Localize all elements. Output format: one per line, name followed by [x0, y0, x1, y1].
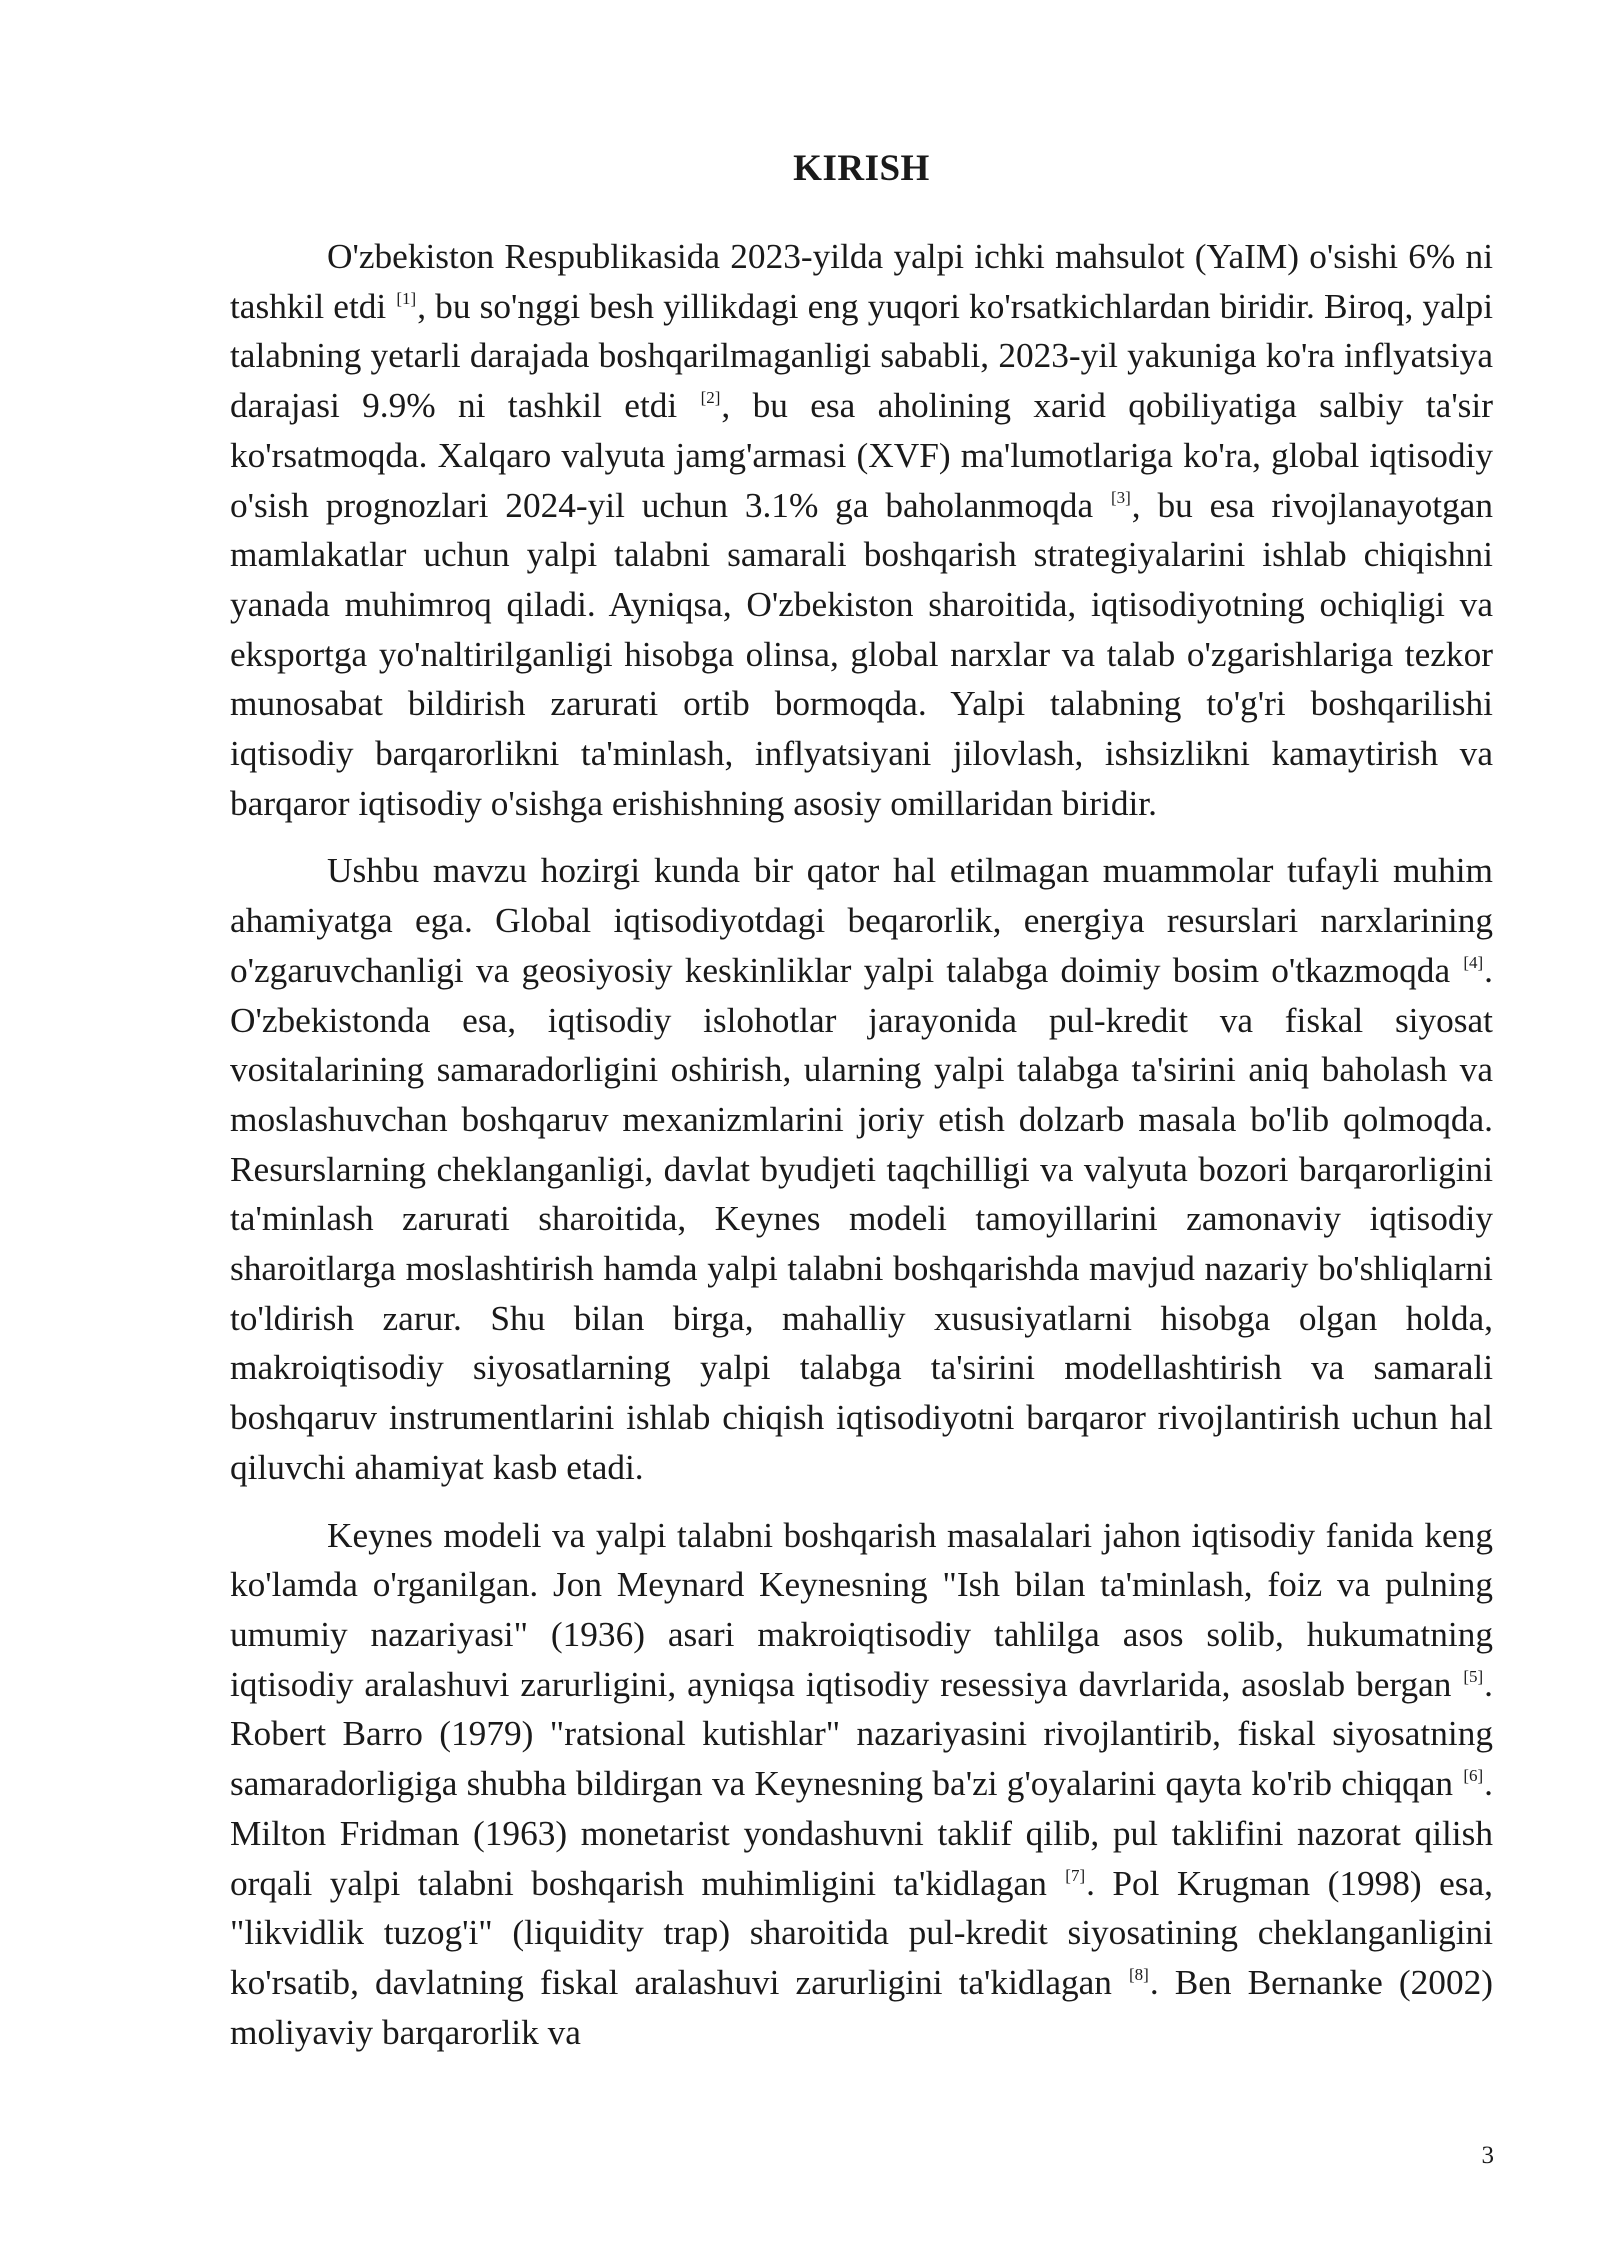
- citation-ref-3: [3]: [1110, 487, 1131, 507]
- document-body: [230, 232, 1493, 2075]
- citation-ref-8: [8]: [1129, 1964, 1149, 1984]
- paragraph-text: , bu esa aholining xarid qobiliyatiga salbiy ta'sir ko'rsatmoqda. Xalqaro valyuta jamg'armasi (XVF) ma'lumotlariga ko'ra, global iqtisodiy o'sish prognozlari 2024-yil uchun 3.1% ga baholanmoqda: [230, 386, 1493, 525]
- citation-ref-4: [4]: [1463, 952, 1484, 972]
- paragraph-text: . O'zbekistonda esa, iqtisodiy islohotlar jarayonida pul-kredit va fiskal siyosat vositalarining samaradorligini oshirish, ularning yalpi talabga ta'sirini aniq baholash va moslashuvchan boshqaruv mexanizmlarini joriy etish dolzarb masala bo'lib qolmoqda. Resurslarning cheklanganligi, davlat byudjeti taqchilligi va valyuta bozori barqarorligini ta'minlash zarurati sharoitida, Keynes modeli tamoyillarini zamonaviy iqtisodiy sharoitlarga moslashtirish hamda yalpi talabni boshqarishda mavjud nazariy bo'shliqlarni to'ldirish zarur. Shu bilan birga, mahalliy xususiyatlarni hisobga olgan holda, makroiqtisodiy siyosatlarning yalpi talabga ta'sirini modellashtirish va samarali boshqaruv instrumentlarini ishlab chiqish iqtisodiyotni barqaror rivojlantirish uchun hal qiluvchi ahamiyat kasb etadi.: [230, 950, 1493, 1487]
- paragraph-text: Keynes modeli va yalpi talabni boshqarish masalalari jahon iqtisodiy fanida keng ko'lamda o'rganilgan. Jon Meynard Keynesning "Ish bilan ta'minlash, foiz va pulning umumiy nazariyasi" (1936) asari makroiqtisodiy tahlilga asos solib, hukumatning iqtisodiy aralashuvi zarurligini, ayniqsa iqtisodiy resessiya davrlarida, asoslab bergan: [230, 1515, 1493, 1704]
- paragraph-3: [230, 1511, 1493, 2058]
- paragraph-text: . Robert Barro (1979) "ratsional kutishlar" nazariyasini rivojlantirib, fiskal siyosatning samaradorligiga shubha bildirgan va Keynesning ba'zi g'oyalarini qayta ko'rib chiqqan: [230, 1664, 1493, 1804]
- citation-ref-2: [2]: [700, 388, 721, 408]
- paragraph-1: [230, 232, 1493, 828]
- paragraph-text: O'zbekiston Respublikasida 2023-yilda yalpi ichki mahsulot (YaIM) o'sishi 6% ni tashkil etdi: [230, 237, 1493, 326]
- paragraph-text: , bu esa rivojlanayotgan mamlakatlar uchun yalpi talabni samarali boshqarish strategiyalarini ishlab chiqishni yanada muhimroq qiladi. Ayniqsa, O'zbekiston sharoitida, iqtisodiyotning ochiqligi va eksportga yo'naltirilganligi hisobga olinsa, global narxlar va talab o'zgarishlariga tezkor munosabat bildirish zarurati ortib bormoqda. Yalpi talabning to'g'ri boshqarilishi iqtisodiy barqarorlikni ta'minlash, inflyatsiyani jilovlash, ishsizlikni kamaytirish va barqaror iqtisodiy o'sishga erishishning asosiy omillaridan biridir.: [230, 485, 1493, 823]
- citation-ref-7: [7]: [1065, 1865, 1086, 1885]
- paragraph-text: . Pol Krugman (1998) esa, "likvidlik tuzog'i" (liquidity trap) sharoitida pul-kredit siyosatining cheklanganligini ko'rsatib, davlatning fiskal aralashuvi zarurligini ta'kidlagan: [230, 1863, 1493, 2002]
- citation-ref-5: [5]: [1463, 1666, 1484, 1686]
- citation-ref-1: [1]: [396, 288, 417, 308]
- paragraph-2: [230, 846, 1493, 1492]
- paragraph-text: , bu so'nggi besh yillikdagi eng yuqori ko'rsatkichlardan biridir. Biroq, yalpi talabning yetarli darajada boshqarilmaganligi sababli, 2023-yil yakuniga ko'ra inflyatsiya darajasi 9.9% ni tashkil etdi: [230, 286, 1494, 426]
- page-number: 3: [1481, 2142, 1494, 2169]
- paragraph-text: . Ben Bernanke (2002) moliyaviy barqarorlik va: [230, 1962, 1493, 2052]
- paragraph-text: Ushbu mavzu hozirgi kunda bir qator hal etilmagan muammolar tufayli muhim ahamiyatga ega. Global iqtisodiyotdagi beqarorlik, energiya resurslari narxlarining o'zgaruvchanligi va geosiyosiy keskinliklar yalpi talabga doimiy bosim o'tkazmoqda: [230, 851, 1493, 990]
- page-title: KIRISH: [793, 148, 930, 189]
- citation-ref-6: [6]: [1463, 1766, 1484, 1786]
- paragraph-text: . Milton Fridman (1963) monetarist yondashuvni taklif qilib, pul taklifini nazorat qilish orqali yalpi talabni boshqarish muhimligini ta'kidlagan: [230, 1764, 1493, 1903]
